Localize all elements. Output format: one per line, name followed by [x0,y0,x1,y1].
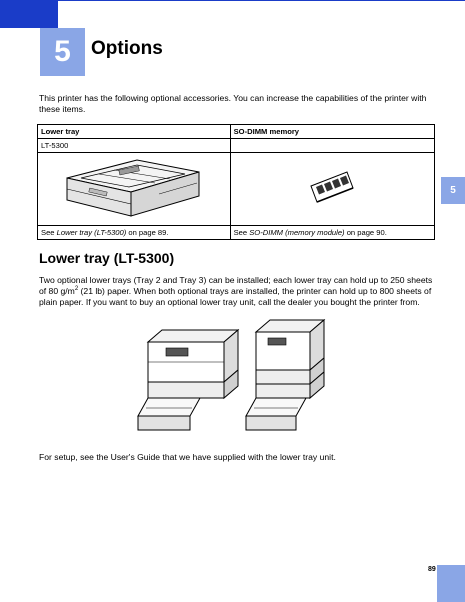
so-dimm-image-cell [230,153,434,226]
footer-accent-bar [437,565,465,602]
lower-tray-link-text[interactable]: Lower tray (LT-5300) [56,228,127,237]
chapter-number-box [40,28,85,76]
chapter-title: Options [91,38,163,59]
so-dimm-page-reference: See SO-DIMM (memory module) on page 90. [230,226,434,240]
header-rule [58,0,465,1]
table-model-row [38,139,435,153]
model-lower-tray: LT-5300 [38,139,231,153]
accessories-table [37,124,435,240]
page-number: 89 [428,566,436,573]
header-accent-block [0,0,58,28]
table-reference-row [38,226,435,240]
lower-tray-page-reference: See Lower tray (LT-5300) on page 89. [38,226,231,240]
section-title: Lower tray (LT-5300) [39,250,175,266]
lower-tray-image-cell [38,153,231,226]
printer-two-trays [246,320,324,430]
table-header-row [38,125,435,139]
chapter-side-tab [441,177,465,204]
so-dimm-illustration [307,168,357,208]
side-tab-number: 5 [450,185,456,196]
lower-tray-illustration [59,154,209,222]
header-so-dimm: SO-DIMM memory [230,125,434,139]
header-lower-tray: Lower tray [38,125,231,139]
intro-paragraph: This printer has the following optional accessories. You can increase the capabilities of the printer with these items. [39,93,427,114]
so-dimm-link-text[interactable]: SO-DIMM (memory module) [249,228,345,237]
printers-with-trays-illustration [130,318,340,440]
chapter-number: 5 [54,35,71,68]
model-so-dimm [230,139,434,153]
lower-tray-paragraph: Two optional lower trays (Tray 2 and Tray 3) can be installed; each lower tray can hold up to 250 sheets of 80 $g/m^2$ (21 lb) paper. When both optional trays are installed, the printer can hold up to 800 sheets of plain paper. If you want to buy an optional lower tray unit, call the dealer you bought the printer from. [39,275,433,307]
setup-paragraph: For setup, see the User's Guide that we have supplied with the lower tray unit. [39,452,336,462]
table-image-row [38,153,435,226]
printer-one-tray [138,330,238,430]
